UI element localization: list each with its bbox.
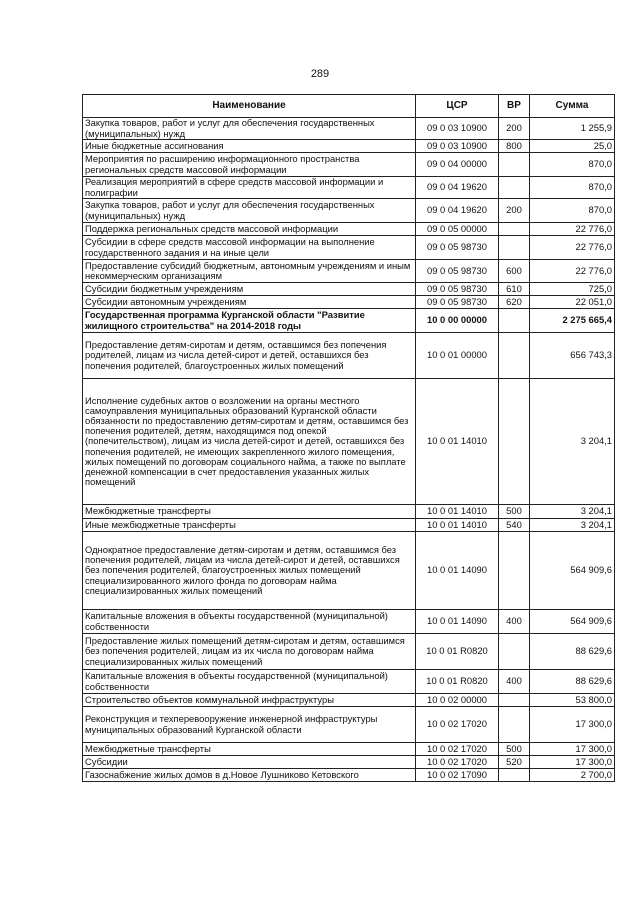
cell-csr: 09 0 03 10900	[416, 140, 499, 153]
cell-sum: 22 051,0	[530, 296, 615, 309]
cell-vr	[499, 153, 530, 177]
cell-sum: 17 300,0	[530, 756, 615, 769]
table-row	[83, 140, 615, 153]
cell-csr: 10 0 01 R0820	[416, 634, 499, 670]
cell-csr: 10 0 02 17020	[416, 707, 499, 743]
cell-vr: 610	[499, 283, 530, 296]
cell-name: Строительство объектов коммунальной инфраструктуры	[83, 694, 416, 707]
cell-sum: 1 255,9	[530, 118, 615, 140]
cell-vr: 500	[499, 743, 530, 756]
cell-sum: 25,0	[530, 140, 615, 153]
column-header-csr: ЦСР	[416, 95, 499, 118]
budget-table	[82, 94, 615, 782]
cell-csr: 09 0 03 10900	[416, 118, 499, 140]
cell-name: Иные межбюджетные трансферты	[83, 519, 416, 532]
cell-vr	[499, 532, 530, 610]
table-row	[83, 634, 615, 670]
cell-name: Закупка товаров, работ и услуг для обеспечения государственных (муниципальных) нужд	[83, 118, 416, 140]
cell-sum: 870,0	[530, 177, 615, 199]
cell-csr: 10 0 01 14090	[416, 532, 499, 610]
table-row	[83, 333, 615, 379]
table-row	[83, 694, 615, 707]
table-row	[83, 296, 615, 309]
cell-name: Иные бюджетные ассигнования	[83, 140, 416, 153]
table-row	[83, 505, 615, 519]
cell-vr	[499, 333, 530, 379]
cell-vr	[499, 223, 530, 236]
cell-csr: 10 0 02 17020	[416, 756, 499, 769]
cell-sum: 3 204,1	[530, 505, 615, 519]
cell-name: Реализация мероприятий в сфере средств массовой информации и полиграфии	[83, 177, 416, 199]
cell-name: Предоставление субсидий бюджетным, автономным учреждениям и иным некоммерческим организациям	[83, 260, 416, 283]
cell-csr: 09 0 04 00000	[416, 153, 499, 177]
table-row	[83, 177, 615, 199]
cell-sum: 17 300,0	[530, 743, 615, 756]
cell-name: Мероприятия по расширению информационного пространства региональных средств массовой информации	[83, 153, 416, 177]
cell-vr: 540	[499, 519, 530, 532]
cell-csr: 09 0 05 00000	[416, 223, 499, 236]
cell-vr	[499, 309, 530, 333]
cell-name: Субсидии в сфере средств массовой информации на выполнение государственного задания и на иные цели	[83, 236, 416, 260]
column-header-name: Наименование	[83, 95, 416, 118]
table-row	[83, 199, 615, 223]
column-header-sum: Сумма	[530, 95, 615, 118]
cell-vr: 400	[499, 670, 530, 694]
table-row	[83, 519, 615, 532]
cell-csr: 10 0 00 00000	[416, 309, 499, 333]
table-row	[83, 283, 615, 296]
table-row	[83, 707, 615, 743]
table-row	[83, 153, 615, 177]
table-row	[83, 743, 615, 756]
table-row	[83, 532, 615, 610]
cell-sum: 3 204,1	[530, 519, 615, 532]
cell-name: Межбюджетные трансферты	[83, 505, 416, 519]
cell-sum: 2 700,0	[530, 769, 615, 782]
cell-csr: 09 0 04 19620	[416, 177, 499, 199]
cell-name: Однократное предоставление детям-сиротам и детям, оставшимся без попечения родителей, лицам из числа детей-сирот и детей, оставшихся без попечения родителей, благоустроенных жилых помещений специализированного жилого фонда по договорам найма специализированных жилых помещений	[83, 532, 416, 610]
cell-name: Газоснабжение жилых домов в д.Новое Лушниково Кетовского	[83, 769, 416, 782]
cell-vr: 620	[499, 296, 530, 309]
cell-name: Межбюджетные трансферты	[83, 743, 416, 756]
cell-name: Субсидии	[83, 756, 416, 769]
cell-name: Государственная программа Курганской области "Развитие жилищного строительства" на 2014-2018 годы	[83, 309, 416, 333]
cell-name: Субсидии бюджетным учреждениям	[83, 283, 416, 296]
table-row	[83, 260, 615, 283]
cell-sum: 870,0	[530, 153, 615, 177]
cell-csr: 09 0 05 98730	[416, 236, 499, 260]
cell-vr: 520	[499, 756, 530, 769]
cell-vr	[499, 177, 530, 199]
table-row	[83, 236, 615, 260]
cell-csr: 09 0 05 98730	[416, 283, 499, 296]
cell-vr	[499, 236, 530, 260]
table-row	[83, 118, 615, 140]
cell-csr: 10 0 01 14010	[416, 519, 499, 532]
table-row	[83, 769, 615, 782]
cell-vr	[499, 379, 530, 505]
cell-vr	[499, 769, 530, 782]
cell-vr	[499, 707, 530, 743]
cell-csr: 10 0 02 00000	[416, 694, 499, 707]
cell-csr: 10 0 01 14010	[416, 379, 499, 505]
cell-vr: 600	[499, 260, 530, 283]
cell-name: Исполнение судебных актов о возложении на органы местного самоуправления муниципальных образований Курганской области обязанности по предоставлению детям-сиротам и детям, оставшимся без попечения родителей, детям, находящимся под опекой (попечительством), лицам из числа детей-сирот и детей, оставшихся без попечения родителей, не имеющих закрепленного жилого помещения, жилых помещений по договорам социального найма, а также по выплате денежной компенсации в счет предоставления указанных жилых помещений	[83, 379, 416, 505]
cell-vr	[499, 634, 530, 670]
cell-name: Реконструкция и техперевооружение инженерной инфраструктуры муниципальных образований Курганской области	[83, 707, 416, 743]
table-header-row	[83, 95, 615, 118]
cell-csr: 10 0 02 17020	[416, 743, 499, 756]
cell-name: Предоставление жилых помещений детям-сиротам и детям, оставшимся без попечения родителей, лицам из их числа по договорам найма специализированных жилых помещений	[83, 634, 416, 670]
cell-sum: 22 776,0	[530, 236, 615, 260]
cell-name: Капитальные вложения в объекты государственной (муниципальной) собственности	[83, 670, 416, 694]
cell-sum: 870,0	[530, 199, 615, 223]
cell-vr: 200	[499, 118, 530, 140]
table-row	[83, 379, 615, 505]
cell-name: Поддержка региональных средств массовой информации	[83, 223, 416, 236]
cell-name: Капитальные вложения в объекты государственной (муниципальной) собственности	[83, 610, 416, 634]
cell-sum: 656 743,3	[530, 333, 615, 379]
cell-name: Субсидии автономным учреждениям	[83, 296, 416, 309]
cell-sum: 22 776,0	[530, 260, 615, 283]
cell-vr	[499, 694, 530, 707]
cell-csr: 10 0 02 17090	[416, 769, 499, 782]
cell-csr: 10 0 01 00000	[416, 333, 499, 379]
table-row	[83, 670, 615, 694]
table-row	[83, 223, 615, 236]
cell-vr: 800	[499, 140, 530, 153]
column-header-vr: ВР	[499, 95, 530, 118]
cell-csr: 09 0 05 98730	[416, 296, 499, 309]
cell-name: Закупка товаров, работ и услуг для обеспечения государственных (муниципальных) нужд	[83, 199, 416, 223]
table-row	[83, 756, 615, 769]
cell-csr: 10 0 01 14090	[416, 610, 499, 634]
cell-csr: 09 0 04 19620	[416, 199, 499, 223]
cell-csr: 10 0 01 14010	[416, 505, 499, 519]
cell-name: Предоставление детям-сиротам и детям, оставшимся без попечения родителей, лицам из числа детей-сирот и детей, оставшихся без попечения родителей, благоустроенных жилых помещений	[83, 333, 416, 379]
page-number: 289	[310, 68, 330, 80]
cell-csr: 10 0 01 R0820	[416, 670, 499, 694]
cell-sum: 88 629,6	[530, 634, 615, 670]
cell-sum: 53 800,0	[530, 694, 615, 707]
cell-vr: 400	[499, 610, 530, 634]
cell-sum: 22 776,0	[530, 223, 615, 236]
table-row	[83, 610, 615, 634]
cell-sum: 564 909,6	[530, 610, 615, 634]
cell-sum: 2 275 665,4	[530, 309, 615, 333]
cell-sum: 88 629,6	[530, 670, 615, 694]
table-row	[83, 309, 615, 333]
cell-sum: 3 204,1	[530, 379, 615, 505]
cell-csr: 09 0 05 98730	[416, 260, 499, 283]
cell-vr: 200	[499, 199, 530, 223]
cell-sum: 17 300,0	[530, 707, 615, 743]
cell-sum: 564 909,6	[530, 532, 615, 610]
cell-sum: 725,0	[530, 283, 615, 296]
cell-vr: 500	[499, 505, 530, 519]
